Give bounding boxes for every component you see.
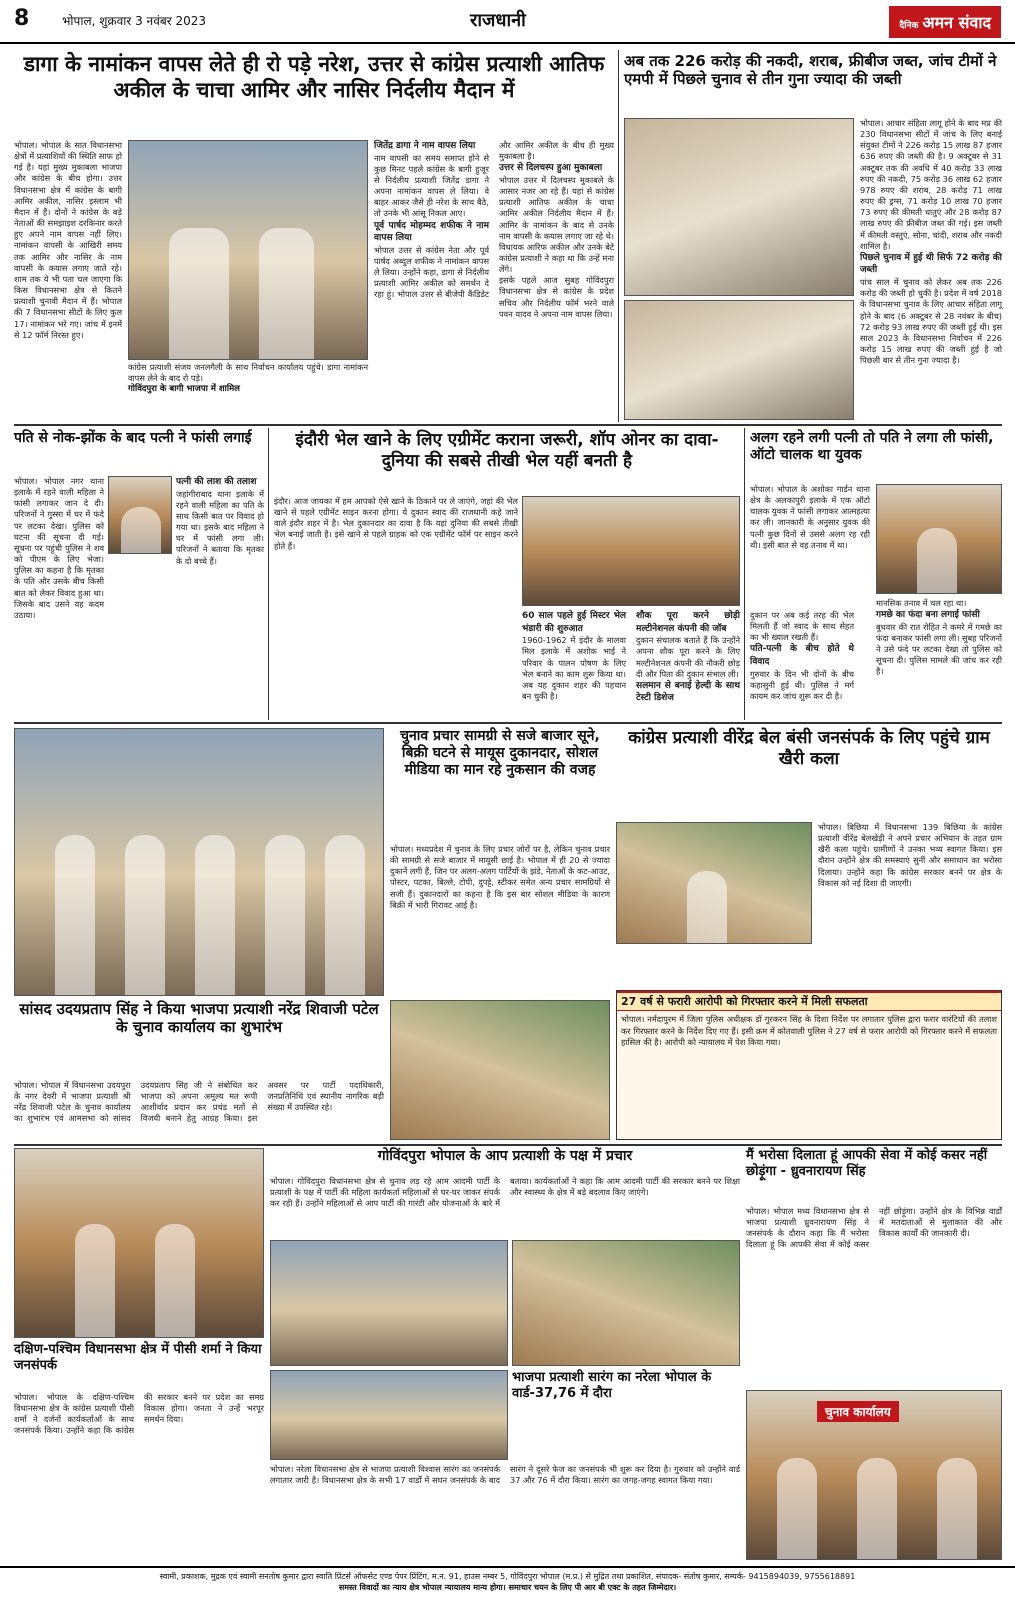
story5-subhead: गमछे का फंदा बना लगाई फांसी (876, 610, 980, 621)
story1-para1: नाम वापसी का समय समाप्त होने से कुछ मिनट पहले कांग्रेस के बागी हुजूर से निर्दलीय प्रत्याशी जितेंद्र डागा ने अपना नामांकन वापस ले लिया। वे बाहर आकर जैसे ही नरेश के साथ बैठे, तो उनके भी आंसू निकल आए। (374, 152, 489, 219)
story3-subhead: पत्नी की लाश की तलाश (176, 477, 257, 487)
story6-headline: चुनाव प्रचार सामग्री से सजे बाजार सूने, बिक्री घटने से मायूस दुकानदार, सोशल मीडिया का मान रहे नुकसान की वजह (400, 728, 600, 779)
story1-photo-text (128, 362, 368, 422)
section-title: राजधानी (470, 10, 526, 31)
story5-right (876, 598, 1002, 720)
story6-headline-block (390, 728, 610, 840)
story7-headline: कांग्रेस प्रत्याशी वीरेंद्र बेल बंसी जनसंपर्क के लिए पहुंचे ग्राम खैरी कला (628, 728, 990, 769)
story3-photo (108, 476, 172, 554)
story6-photo (390, 1000, 610, 1140)
story9-body: भोपाल। भोपाल में विधानसभा उदयपुरा के नगर देवरी में भाजपा प्रत्याशी श्री नरेंद्र शिवाजी पटेल के चुनाव कार्यालय का शुभारंभ एवं आमसभा को सांसद उदयप्रताप सिंह जी ने संबोधित कर भाजपा को अपना अमूल्य मत रूपी आशीर्वाद प्रदान कर प्रचंड मतों से विजयी बनाने हेतु आग्रह किया। इस अवसर पर पार्टी पदाधिकारी, जनप्रतिनिधि एवं स्थानीय नागरिक बड़ी संख्या में उपस्थित रहे। (14, 1080, 384, 1124)
story13-body: भोपाल। भोपाल के दक्षिण-पश्चिम विधानसभा क्षेत्र के कांग्रेस प्रत्याशी पीसी शर्मा ने दर्जनों कार्यकर्ताओं के साथ जनसंपर्क किया। उन्होंने कहा कि कांग्रेस की सरकार बनने पर प्रदेश का समग्र विकास होगा। जनता ने उन्हें भरपूर समर्थन दिया। (14, 1392, 264, 1436)
newspaper-logo (889, 6, 1001, 38)
story3-para: जहांगीराबाद थाना इलाके में रहने वाली महिला का पति के साथ किसी बात पर विवाद हो गया था। इसके बाद महिला ने घर में फांसी लगा ली। परिजनों ने बताया कि मृतका के दो बच्चे हैं। (176, 488, 264, 566)
story7-headline-block (616, 728, 1002, 818)
story1-subhead1: जितेंद्र डागा ने नाम वापस लिया (374, 141, 476, 151)
story4-para2: दुकान संचालक बताते हैं कि उन्होंने अपना शौक पूरा करने के लिए मल्टीनेशनल कंपनी की नौकरी छोड़ दी और पिता की दुकान संभाल ली। (636, 635, 740, 679)
story13-photo (14, 1148, 264, 1338)
story7-body: भोपाल। बिछिया में विधानसभा 139 बिछिया के कांग्रेस प्रत्याशी वीरेंद्र बेलखेड़ी ने अपने प्रचार अभियान के तहत ग्राम खैरी कला पहुंचे। ग्रामीणों ने उनका भव्य स्वागत किया। इस दौरान उन्होंने क्षेत्र की समस्याएं सुनीं और समाधान का भरोसा दिलाया। उन्होंने कहा कि कांग्रेस सरकार बनने पर क्षेत्र के विकास को नई दिशा दी जाएगी। (818, 822, 1002, 888)
story7-body-cont (616, 948, 812, 988)
story1-caption: गोविंदपुरा के बागी भाजपा में शामिल (128, 384, 240, 395)
story12-headline-block (512, 1370, 740, 1414)
column-divider (744, 428, 745, 720)
story3-body: भोपाल। भोपाल नगर थाना इलाके में रहने वाली महिला ने फांसी लगाकर जान दे दी। परिजनों ने गुस्सा में घर में फंदे पर लटका देखा। पुलिस को घटना की सूचना दी गई। सूचना पर पहुंची पुलिस ने शव को पीएम के लिए भेजा। पुलिस का कहना है कि मृतका के पति और उसके बीच किसी बात को लेकर विवाद हुआ था। जिसके बाद उसने यह कदम उठाया। (14, 476, 104, 620)
story10-photo-right (512, 1240, 740, 1366)
imprint-line1: स्वामी, प्रकाशक, मुद्रक एवं स्वामी सनतोष कुमार द्वारा स्वाति प्रिंटर्स ऑफसेट एण्ड पेपर प्रिंटिंग, म.न. 91, हाउस नम्बर 5, गोविंदपुरा भोपाल (म.प्र.) से मुद्रित तथा प्रकाशित, संपादक- संतोष कुमार, सम्पर्क- 9415894039, 9755618891 (159, 1572, 856, 1581)
story1-subhead2: पूर्व पार्षद मोहम्मद शफीक ने नाम वापस लिया (374, 220, 489, 244)
story12-photo (270, 1370, 508, 1460)
imprint-footer (0, 1566, 1015, 1600)
column-divider (618, 50, 619, 422)
story11-photo (746, 1390, 1002, 1560)
story5-headline-block (750, 430, 1002, 480)
section-divider (14, 722, 1002, 724)
section-divider (14, 1144, 1002, 1146)
story4-subhead2: शौक पूरा करने छोड़ी मल्टीनेशनल कंपनी की जॉब (636, 611, 740, 634)
story9-photo (14, 728, 384, 996)
imprint-line2: समस्त विवादों का न्याय क्षेत्र भोपाल न्यायालय मान्य होगा। समाचार चयन के लिए पी आर बी एक्ट के तहत जिम्मेदार। (338, 1582, 677, 1592)
story1-para2: भोपाल उत्तर से कांग्रेस नेता और पूर्व पार्षद अब्दुल शफीक ने नामांकन वापस ले लिया। उन्होंने कहा, डागा से निर्दलीय प्रत्याशी आमिर अकील को समर्थन दे रहा हूं। भोपाल उत्तर से बीजेपी कैंडिडेट और आमिर अकील के बीच ही मुख्य मुकाबला है। (374, 140, 614, 300)
story8-body: भोपाल। नर्मदापुरम में जिला पुलिस अधीक्षक डॉ गुरकरन सिंह के दिशा निर्देश पर लगातार पुलिस द्वारा फरार वारंटियों की तलाश कर गिरफ्तार करने के निर्देश दिए गए हैं। इसी क्रम में कोतवाली पुलिस ने 27 वर्ष से फरार आरोपी को गिरफ्तार करने में सफलता हासिल की है। आरोपी को न्यायालय में पेश किया गया। (621, 1014, 997, 1047)
story2-photo-bottom (624, 300, 854, 420)
story2-headline: अब तक 226 करोड़ की नकदी, शराब, फ्रीबीज जब्त, जांच टीमों ने एमपी में पिछले चुनाव से तीन गुना ज्यादा की जब्ती (624, 52, 997, 89)
story8-headline: 27 वर्ष से फरारी आरोपी को गिरफ्तार करने में मिली सफलता (617, 991, 1001, 1011)
story6-body: भोपाल। मध्यप्रदेश में चुनाव के लिए प्रचार जोरों पर है, लेकिन चुनाव प्रचार की सामग्री से सजे बाजार में मायूसी छाई है। भोपाल में ही 20 से ज्यादा दुकानें लगी हैं, जिन पर अलग-अलग पार्टियों के झंडे, नेताओं के कट-आउट, पोस्टर, पटका, बिल्ले, टोपी, दुपट्टे, स्टीकर समेत अन्य प्रचार सामग्रियों से सजी हैं। दुकानदारों का कहना है कि इस बार सोशल मीडिया के कारण बिक्री में भारी गिरावट आई है। (390, 844, 610, 910)
story11-headline: मैं भरोसा दिलाता हूं आपकी सेवा में कोई कसर नहीं छोड़ूंगा - ध्रुवनारायण सिंह (746, 1148, 988, 1179)
story4-body: इंदौर। आज जायका में हम आपको ऐसे खाने के ठिकाने पर ले जाएंगे, जहां की भेल खाने से पहले एग्रीमेंट साइन करना होगा। ये दुकान स्वाद की राजधानी कहे जाने वाले इंदौर शहर में है। भेल दुकानदार का दावा है कि यहां दुनिया की सबसे तीखी भेल बनाई जाती है। इसे खाने से पहले ग्राहक को एक एग्रीमेंट फॉर्म पर साइन करने होते हैं। (274, 496, 518, 551)
story10-headline: गोविंदपुरा भोपाल के आप प्रत्याशी के पक्ष में प्रचार (377, 1148, 633, 1164)
story2-subhead: पिछले चुनाव में हुई थी सिर्फ 72 करोड़ की जब्ती (860, 252, 1002, 276)
story4-headline: इंदौरी भेल खाने के लिए एग्रीमेंट कराना जरूरी, शॉप ओनर का दावा- दुनिया की सबसे तीखी भेल यहीं बनती है (295, 430, 719, 471)
story5-headline: अलग रहने लगी पत्नी तो पति ने लगा ली फांसी, ऑटो चालक था युवक (750, 430, 994, 464)
story2-side (860, 118, 1002, 422)
brand-name: अमन संवाद (922, 13, 991, 32)
story5-body: भोपाल। भोपाल के अशोका गार्डन थाना क्षेत्र के अलकापुरी इलाके में एक ऑटो चालक युवक ने फांसी लगाकर आत्महत्या कर ली। जानकारी के अनुसार युवक की पत्नी कुछ दिनों से उससे अलग रह रही थी। इसी बात से वह तनाव में था। (750, 484, 870, 550)
story1-caption-text: इसके पहले आज सुबह गोविंदपुरा विधानसभा क्षेत्र से कांग्रेस के प्रदेश सचिव और निर्दलीय फॉर्म भरने वाले पवन यादव ने अपना नाम वापस लिया। (499, 275, 614, 319)
story4-para1: 1960-1962 में इंदौर के मालवा मिल इलाके में अशोक भाई ने परिवार के पालन पोषण के लिए भेल बनाने का काम शुरू किया था। अब यह दुकान शहर की पहचान बन चुकी है। (522, 635, 626, 701)
story2-body: भोपाल। आचार संहिता लागू होने के बाद मप्र की 230 विधानसभा सीटों में जांच के लिए बनाई संयुक्त टीमों ने 226 करोड़ 15 लाख 87 हजार 636 रुपए की जब्ती की है। 9 अक्टूबर से 31 अक्टूबर तक की अवधि में 40 करोड़ 33 लाख रुपए की नकदी, 75 करोड़ 36 लाख 62 हजार 978 रुपए की शराब, 28 करोड़ 71 लाख रुपए की ड्रग्स, 71 करोड़ 10 लाख 70 हजार 73 रुपए की कीमती धातुएं और 28 करोड़ 87 लाख रुपए की फ्रीबीज जब्त की गई। इस जब्ती में कीमती वस्तुएं, सोना, चांदी, शराब और नकदी शामिल है। (860, 118, 1002, 251)
story1-columns (374, 140, 614, 422)
story2-para: पांच साल में चुनाव को लेकर अब तक 226 करोड़ की जब्ती हो चुकी है। प्रदेश में वर्ष 2018 के विधानसभा चुनाव के लिए आचार संहिता लागू होने के बाद (6 अक्टूबर से 28 नवंबर के बीच) 72 करोड़ 93 लाख रुपए की जब्ती हुई थी। इस साल 2023 के विधानसभा निर्वाचन में 226 करोड़ 15 लाख रुपए की जब्ती हुई है जो पिछली बार से तीन गुना ज्यादा है। (860, 277, 1002, 366)
story1-subhead3: उत्तर से दिलचस्प हुआ मुकाबला (499, 163, 603, 174)
story10-body: भोपाल। गोविंदपुरा विधानसभा क्षेत्र से चुनाव लड़ रहे आम आदमी पार्टी के प्रत्याशी के पक्ष में पार्टी की महिला कार्यकर्ता महिलाओं से घर-घर जाकर संपर्क कर रही हैं। उन्होंने महिलाओं से आप पार्टी की गारंटी और योजनाओं के बारे में बताया। कार्यकर्ताओं ने कहा कि आम आदमी पार्टी की सरकार बनने पर शिक्षा और स्वास्थ्य के क्षेत्र में बड़े बदलाव किए जाएंगे। (270, 1176, 740, 1209)
story11-body: भोपाल। भोपाल मध्य विधानसभा क्षेत्र से भाजपा प्रत्याशी ध्रुवनारायण सिंह ने जनसंपर्क के दौरान कहा कि मैं भरोसा दिलाता हूं कि आपकी सेवा में कोई कसर नहीं छोड़ूंगा। उन्होंने क्षेत्र के विभिन्न वार्डों में मतदाताओं से मुलाकात की और विकास कार्यों की जानकारी दी। (746, 1206, 1002, 1250)
story4-subhead4: पति-पत्नी के बीच होते थे विवाद (750, 644, 854, 668)
story13-headline-block (14, 1342, 264, 1388)
story9-headline: सांसद उदयप्रताप सिंह ने किया भाजपा प्रत्याशी नरेंद्र शिवाजी पटेल के चुनाव कार्यालय का शुभारंभ (19, 1000, 379, 1037)
story1-para3: भोपाल उत्तर में दिलचस्प मुकाबले के आसार नजर आ रहे हैं। यहां से कांग्रेस प्रत्याशी आतिफ अकील के चाचा आमिर अकील निर्दलीय मैदान में हैं। आमिर के नामांकन के बाद से उनके नाम वापसी के कयास लगाए जा रहे थे। विधायक आरिफ अकील और उनके बेटे कांग्रेस प्रत्याशी ने कहा था कि उन्हें मना लेंगे। (499, 174, 614, 275)
story3-headline: पति से नोक-झोंक के बाद पत्नी ने फांसी लगाई (14, 430, 252, 446)
story10-photo-left (270, 1240, 508, 1366)
story1-headline: डागा के नामांकन वापस लेते ही रो पड़े नरेश, उत्तर से कांग्रेस प्रत्याशी आतिफ अकील के चाचा आमिर और नासिर निर्दलीय मैदान में (23, 52, 605, 102)
story4-headline-block (274, 430, 740, 492)
story5-photo-caption: मानसिक तनाव में चल रहा था। (876, 598, 967, 608)
story5-photo (876, 484, 1002, 594)
masthead (0, 0, 1015, 44)
brand-prefix: दैनिक (899, 21, 919, 31)
story8-box (616, 990, 1002, 1140)
story9-headline-block (14, 1000, 384, 1078)
story10-headline-block (270, 1148, 740, 1174)
story3-headline-block (14, 430, 264, 470)
story4-subhead3: सलमान से बनाई हेल्दी के साथ टेस्टी डिशेज (636, 680, 740, 704)
story13-headline: दक्षिण-पश्चिम विधानसभा क्षेत्र में पीसी शर्मा ने किया जनसंपर्क (14, 1342, 262, 1373)
story7-photo (616, 822, 812, 944)
story1-photo (128, 140, 368, 360)
section-divider (14, 424, 1002, 426)
story4-subhead1: 60 साल पहले हुई मिस्टर भेल भंडारी की शुरुआत (522, 611, 626, 634)
story12-body: भोपाल। नरेला विधानसभा क्षेत्र से भाजपा प्रत्याशी विश्वास सारंग का जनसंपर्क लगातार जारी है। विधानसभा क्षेत्र के सभी 17 वार्डों में सघन जनसंपर्क के बाद सारंग ने दूसरे फेज का जनसंपर्क भी शुरू कर दिया है। गुरुवार को उन्होंने वार्ड 37 और 76 में दौरा किया। सारंग का जगह-जगह स्वागत किया गया। (270, 1464, 740, 1486)
story11-photo-banner: चुनाव कार्यालय (817, 1401, 899, 1422)
story4-columns (522, 610, 854, 718)
story4-photo (522, 496, 740, 606)
story11-headline-block (746, 1148, 1002, 1204)
story1-para4: कांग्रेस प्रत्याशी संजय जनलगैली के साथ निर्वाचन कार्यालय पहुंचे। डागा नामांकन वापस लेने के बाद रो पड़े। (128, 362, 368, 384)
story4-para3: दुकान पर अब कई तरह की भेल मिलती हैं जो स्वाद के साथ सेहत का भी ख्याल रखती हैं। (750, 610, 854, 643)
story2-headline-block (624, 52, 1002, 114)
dateline: भोपाल, शुक्रवार 3 नवंबर 2023 (62, 14, 207, 28)
story1-headline-block (14, 52, 614, 136)
story2-photo-top (624, 118, 854, 296)
page-number: 8 (14, 6, 30, 31)
story1-lead: भोपाल। भोपाल के सात विधानसभा क्षेत्रों में प्रत्याशियों की स्थिति साफ हो गई है। यहां मुख्य मुकाबला भाजपा और कांग्रेस के बीच होगा। उत्तर विधानसभा क्षेत्र में कांग्रेस के बागी आमिर अकील, नासिर इस्लाम भी मैदान में हैं। दोनों ने कांग्रेस के बड़े नेताओं की समझाइश दरकिनार करते हुए अपने नाम वापस नहीं लिए। नामांकन वापसी के आखिरी समय तक आमिर और नासिर के नाम वापसी के कयास लगाए जाते रहे। शाम तक ये भी पता चल जाएगा कि किस विधानसभा क्षेत्र से कितने प्रत्याशी चुनावी मैदान में हैं। भोपाल की 7 विधानसभा सीटों के लिए कुल 17। नामांकन भरे गए। जांच में इनमें से 12 फॉर्म निरस्त हुए। (14, 140, 122, 340)
story5-para: बुधवार की रात रोहित ने कमरे में गमछे का फंदा बनाकर फांसी लगा ली। सुबह परिजनों ने उसे फंदे पर लटका देखा तो पुलिस को सूचना दी। पुलिस मामले की जांच कर रही है। (876, 621, 1002, 677)
column-divider (268, 428, 269, 720)
story4-para4: गुरुवार के दिन भी दोनों के बीच कहासुनी हुई थी। पुलिस ने मर्ग कायम कर जांच शुरू कर दी है। (750, 668, 854, 701)
story3-right (176, 476, 264, 716)
story12-headline: भाजपा प्रत्याशी सारंग का नरेला भोपाल के वार्ड-37,76 में दौरा (512, 1370, 712, 1401)
